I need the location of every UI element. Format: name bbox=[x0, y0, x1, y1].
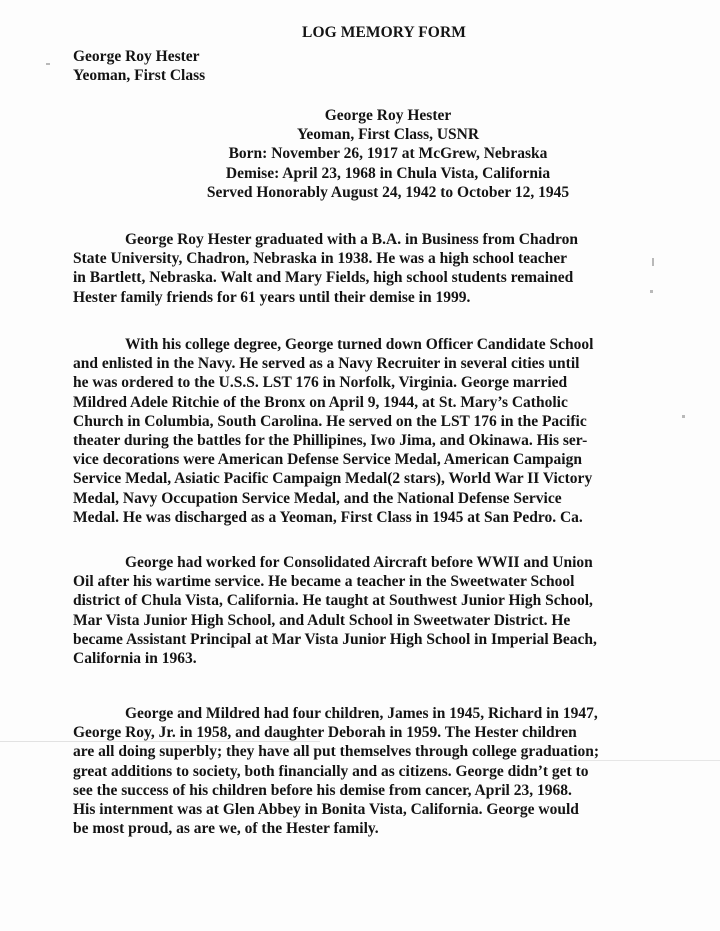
header-rank-service: Yeoman, First Class, USNR bbox=[296, 126, 480, 144]
paragraph-line: see the success of his children before his demise from cancer, April 23, 1968. bbox=[73, 781, 572, 799]
paragraph-line: State University, Chadron, Nebraska in 1938. He was a high school teacher bbox=[73, 250, 568, 268]
scan-speck bbox=[682, 415, 685, 418]
paragraph-line: are all doing superbly; they have all put themselves through college graduation; bbox=[73, 743, 600, 761]
paragraph-line: Mildred Adele Ritchie of the Bronx on April 9, 1944, at St. Mary’s Catholic bbox=[73, 393, 568, 411]
paragraph-line: great additions to society, both financially and as citizens. George didn’t get to bbox=[73, 762, 589, 780]
paragraph-line: Medal. He was discharged as a Yeoman, First Class in 1945 at San Pedro. Ca. bbox=[73, 508, 583, 526]
paragraph-line: theater during the battles for the Phillipines, Iwo Jima, and Okinawa. His ser- bbox=[73, 431, 588, 449]
paragraph-line: George had worked for Consolidated Aircraft before WWII and Union bbox=[125, 554, 593, 571]
paragraph-line: George and Mildred had four children, James in 1945, Richard in 1947, bbox=[125, 705, 598, 722]
paragraph-line: Mar Vista Junior High School, and Adult School in Sweetwater District. He bbox=[73, 611, 571, 629]
scan-line bbox=[560, 760, 720, 761]
paragraph-line: vice decorations were American Defense Service Medal, American Campaign bbox=[73, 451, 582, 469]
paragraph-education bbox=[73, 230, 673, 307]
paragraph-line: Church in Columbia, South Carolina. He served on the LST 176 in the Pacific bbox=[73, 412, 587, 430]
header-born: Born: November 26, 1917 at McGrew, Nebraska bbox=[228, 145, 548, 163]
scan-line bbox=[0, 741, 320, 742]
header-block bbox=[0, 106, 720, 202]
paragraph-navy-service bbox=[73, 335, 673, 527]
scan-speck bbox=[652, 258, 654, 266]
subject-name: George Roy Hester bbox=[73, 48, 200, 65]
paragraph-line: California in 1963. bbox=[73, 649, 197, 667]
paragraph-line: With his college degree, George turned down Officer Candidate School bbox=[125, 336, 594, 353]
paragraph-line: Service Medal, Asiatic Pacific Campaign Medal(2 stars), World War II Victory bbox=[73, 470, 593, 488]
paragraph-line: and enlisted in the Navy. He served as a Navy Recruiter in several cities until bbox=[73, 355, 580, 373]
paragraph-family bbox=[73, 704, 673, 838]
header-demise: Demise: April 23, 1968 in Chula Vista, California bbox=[225, 164, 551, 182]
subject-rank: Yeoman, First Class bbox=[73, 67, 206, 84]
paragraph-line: became Assistant Principal at Mar Vista Junior High School in Imperial Beach, bbox=[73, 630, 597, 648]
scan-speck bbox=[46, 63, 50, 65]
header-served: Served Honorably August 24, 1942 to October 12, 1945 bbox=[206, 183, 570, 201]
form-title: LOG MEMORY FORM bbox=[302, 24, 466, 41]
paragraph-line: George Roy, Jr. in 1958, and daughter Deborah in 1959. The Hester children bbox=[73, 724, 577, 742]
subject-block bbox=[73, 47, 205, 85]
paragraph-line: be most proud, as are we, of the Hester family. bbox=[73, 820, 379, 838]
paragraph-line: district of Chula Vista, California. He taught at Southwest Junior High School, bbox=[73, 592, 593, 610]
paragraph-line: in Bartlett, Nebraska. Walt and Mary Fields, high school students remained bbox=[73, 269, 574, 287]
paragraph-line: he was ordered to the U.S.S. LST 176 in Norfolk, Virginia. George married bbox=[73, 374, 568, 392]
paragraph-line: George Roy Hester graduated with a B.A. in Business from Chadron bbox=[125, 231, 578, 248]
header-name: George Roy Hester bbox=[324, 107, 452, 124]
paragraph-line: Medal, Navy Occupation Service Medal, and the National Defense Service bbox=[73, 489, 562, 507]
scan-speck bbox=[650, 290, 653, 293]
paragraph-line: Oil after his wartime service. He became a teacher in the Sweetwater School bbox=[73, 573, 575, 591]
paragraph-line: His internment was at Glen Abbey in Bonita Vista, California. George would bbox=[73, 800, 579, 818]
paragraph-career bbox=[73, 553, 673, 668]
paragraph-line: Hester family friends for 61 years until their demise in 1999. bbox=[73, 288, 471, 306]
